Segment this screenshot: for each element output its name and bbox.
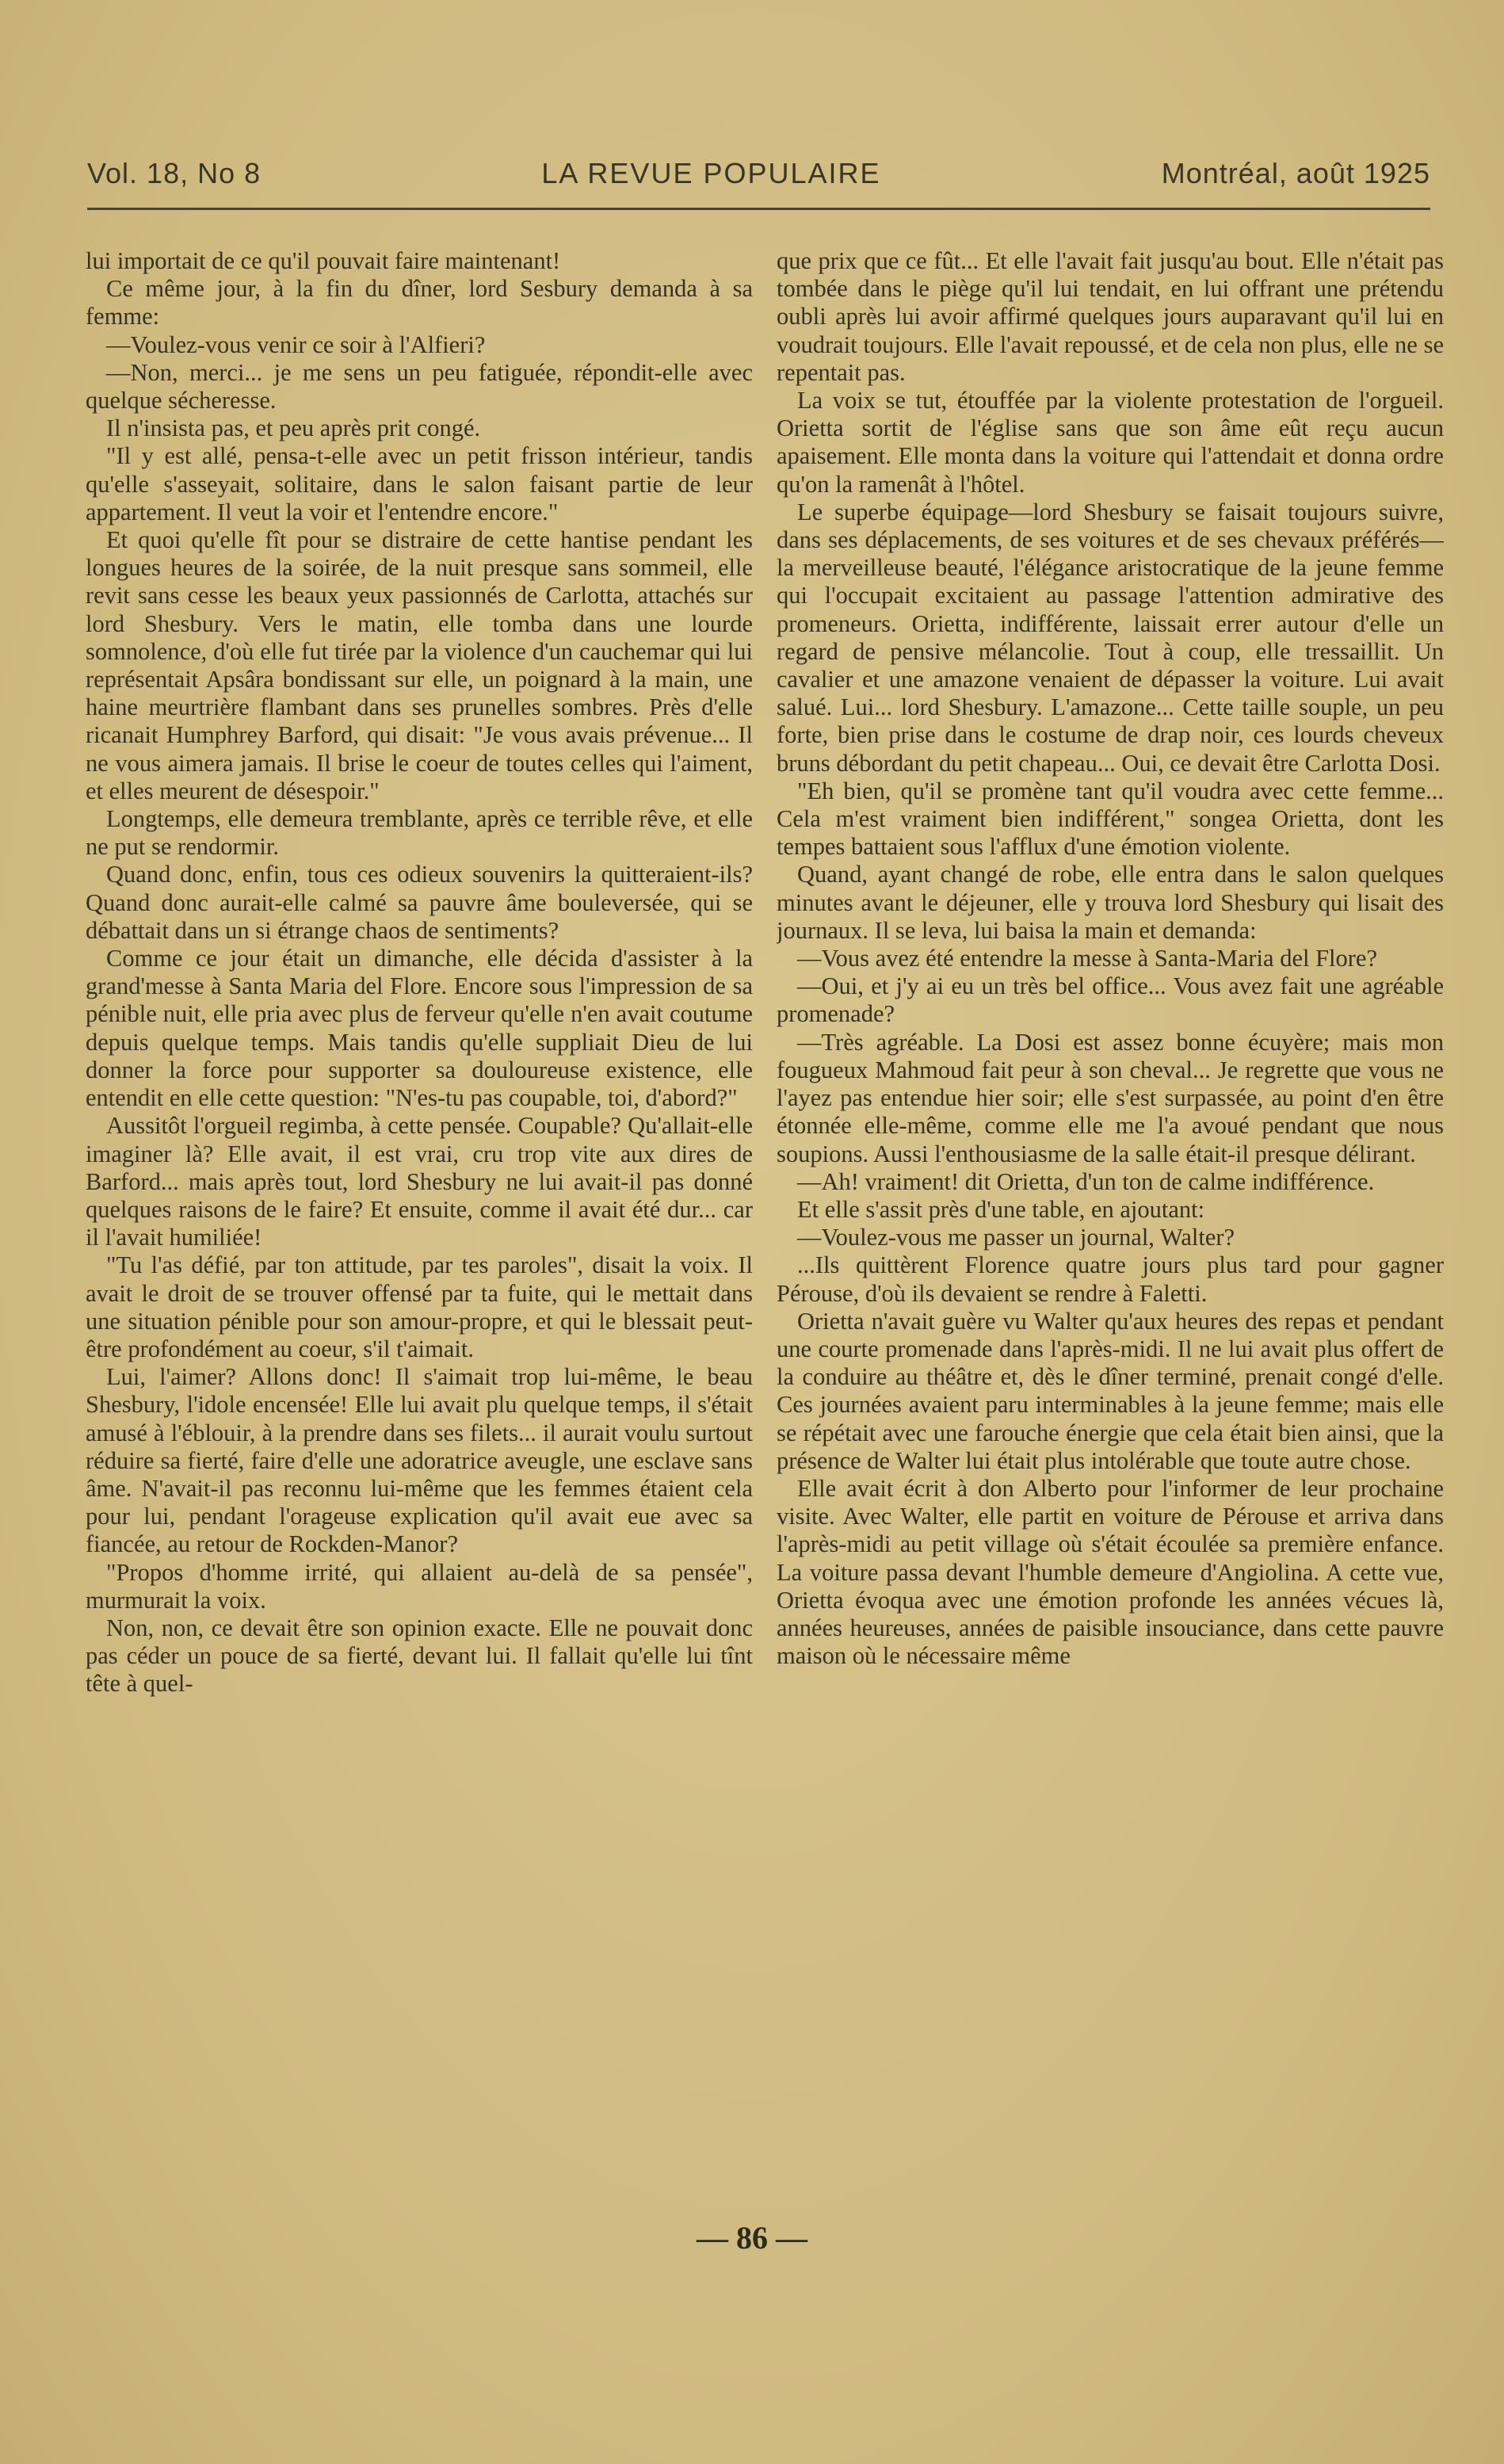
paragraph: Et quoi qu'elle fît pour se distraire de cette hantise pendant les longues heures de la soirée, de la nuit presque sans sommeil, elle revit sans cesse les beaux yeux passionnés de Carlotta, attachés sur lord Shesbury. Vers le matin, elle tomba dans une lourde somnolence, d'où elle fut tirée par la violence d'un cauchemar qui lui représentait Apsâra bondissant sur elle, un poignard à la main, une haine meurtrière flambant dans ses prunelles sombres. Près d'elle ricanait Humphrey Barford, qui disait: "Je vous avais prévenue... Il ne vous aimera jamais. Il brise le coeur de toutes celles qui l'aiment, et elles meurent de désespoir." bbox=[86, 526, 753, 804]
paragraph: —Vous avez été entendre la messe à Santa-Maria del Flore? bbox=[797, 945, 1377, 972]
paragraph: Ce même jour, à la fin du dîner, lord Sesbury demanda à sa femme: bbox=[86, 275, 753, 330]
paragraph: "Il y est allé, pensa-t-elle avec un petit frisson intérieur, tandis qu'elle s'asseyait, solitaire, dans le salon faisant partie de leur appartement. Il veut la voir et l'entendre encore." bbox=[86, 442, 753, 525]
paragraph: —Voulez-vous me passer un journal, Walter? bbox=[797, 1224, 1235, 1251]
issue-place-date: Montréal, août 1925 bbox=[1161, 157, 1430, 189]
paragraph: Longtemps, elle demeura tremblante, après ce terrible rêve, et elle ne put se rendormir. bbox=[86, 805, 753, 861]
paragraph: Orietta n'avait guère vu Walter qu'aux heures des repas et pendant une courte promenade dans l'après-midi. Il ne lui avait plus offert de la conduire au théâtre et, dès le dîner terminé, prenait congé d'elle. Ces journées avaient paru interminables à la jeune femme; mais elle se répétait avec une farouche énergie que cela était bien ainsi, que la présence de Walter lui était plus intolérable que toute autre chose. bbox=[777, 1307, 1444, 1474]
paragraph: —Ah! vraiment! dit Orietta, d'un ton de calme indifférence. bbox=[797, 1167, 1375, 1195]
paragraph: Quand, ayant changé de robe, elle entra dans le salon quelques minutes avant le déjeuner, elle y trouva lord Shesbury qui lisait des journaux. Il se leva, lui baisa la main et demanda: bbox=[777, 861, 1444, 944]
paragraph: ...Ils quittèrent Florence quatre jours plus tard pour gagner Pérouse, d'où ils devaient se rendre à Faletti. bbox=[777, 1251, 1444, 1307]
paragraph: Il n'insista pas, et peu après prit congé. bbox=[106, 414, 481, 442]
paragraph: Comme ce jour était un dimanche, elle décida d'assister à la grand'messe à Santa Maria del Flore. Encore sous l'impression de sa pénible nuit, elle pria avec plus de ferveur qu'elle n'en avait coutume depuis quelque temps. Mais tandis qu'elle suppliait Dieu de lui donner la force pour supporter sa douloureuse existence, elle entendit en elle cette question: "N'es-tu pas coupable, toi, d'abord?" bbox=[86, 945, 753, 1112]
paragraph: que prix que ce fût... Et elle l'avait fait jusqu'au bout. Elle n'était pas tombée dans le piège qu'il lui tendait, en lui offrant une prétendu oubli après lui avoir affirmé quelques jours auparavant qu'il lui en voudrait toujours. Elle l'avait repoussé, et de cela non plus, elle ne se repentait pas. bbox=[777, 247, 1444, 386]
paragraph: Et elle s'assit près d'une table, en ajoutant: bbox=[797, 1195, 1205, 1223]
paragraph: —Oui, et j'y ai eu un très bel office... Vous avez fait une agréable promenade? bbox=[777, 972, 1444, 1028]
header-rule bbox=[87, 208, 1430, 210]
paragraph: —Voulez-vous venir ce soir à l'Alfieri? bbox=[106, 330, 486, 358]
running-header bbox=[87, 157, 1430, 204]
magazine-title: LA REVUE POPULAIRE bbox=[541, 157, 881, 189]
paragraph: "Propos d'homme irrité, qui allaient au-delà de sa pensée", murmurait la voix. bbox=[86, 1558, 753, 1614]
paragraph: —Très agréable. La Dosi est assez bonne écuyère; mais mon fougueux Mahmoud fait peur à son cheval... Je regrette que vous ne l'ayez pas entendue hier soir; elle s'est surpassée, au point d'en être étonnée elle-même, comme elle me l'a avoué pendant que nous soupions. Aussi l'enthousiasme de la salle était-il presque délirant. bbox=[777, 1028, 1444, 1167]
paragraph: La voix se tut, étouffée par la violente protestation de l'orgueil. Orietta sortit de l'église sans que son âme eût reçu aucun apaisement. Elle monta dans la voiture qui l'attendait et donna ordre qu'on la ramenât à l'hôtel. bbox=[777, 387, 1444, 498]
paragraph: Aussitôt l'orgueil regimba, à cette pensée. Coupable? Qu'allait-elle imaginer là? Elle avait, il est vrai, cru trop vite aux dires de Barford... mais après tout, lord Shesbury ne lui avait-il pas donné quelques raisons de le faire? Et ensuite, comme il avait été dur... car il l'avait humiliée! bbox=[86, 1112, 753, 1251]
paragraph: "Eh bien, qu'il se promène tant qu'il voudra avec cette femme... Cela m'est vraiment bien indifférent," songea Orietta, dont les tempes battaient sous l'afflux d'une émotion violente. bbox=[777, 777, 1444, 861]
paragraph: lui importait de ce qu'il pouvait faire maintenant! bbox=[86, 247, 561, 274]
text-column-right bbox=[777, 247, 1444, 2202]
paragraph: —Non, merci... je me sens un peu fatiguée, répondit-elle avec quelque sécheresse. bbox=[86, 358, 753, 414]
paragraph: Elle avait écrit à don Alberto pour l'informer de leur prochaine visite. Avec Walter, elle partit en voiture de Pérouse et arriva dans l'après-midi au petit village où s'était écoulée sa première enfance. La voiture passa devant l'humble demeure d'Angiolina. A cette vue, Orietta évoqua avec une émotion profonde les années vécues là, années heureuses, années de paisible insouciance, dans cette pauvre maison où le nécessaire même bbox=[777, 1474, 1444, 1670]
paragraph: Quand donc, enfin, tous ces odieux souvenirs la quitteraient-ils? Quand donc aurait-elle calmé sa pauvre âme bouleversée, qui se débattait dans un si étrange chaos de sentiments? bbox=[86, 861, 753, 944]
text-column-left bbox=[86, 247, 753, 2202]
paragraph: "Tu l'as défié, par ton attitude, par tes paroles", disait la voix. Il avait le droit de se trouver offensé par ta fuite, qui le mettait dans une situation pénible pour son amour-propre, et qui le blessait peut-être profondément au coeur, s'il t'aimait. bbox=[86, 1251, 753, 1362]
volume-number: Vol. 18, No 8 bbox=[87, 157, 261, 189]
paragraph: Lui, l'aimer? Allons donc! Il s'aimait trop lui-même, le beau Shesbury, l'idole encensée! Elle lui avait plu quelque temps, il s'était amusé à l'éblouir, à la prendre dans ses filets... il aurait voulu surtout réduire sa fierté, faire d'elle une adoratrice aveugle, une esclave sans âme. N'avait-il pas reconnu lui-même que les femmes étaient cela pour lui, pendant l'orageuse explication qu'il avait eue avec sa fiancée, au retour de Rockden-Manor? bbox=[86, 1363, 753, 1558]
paragraph: Le superbe équipage—lord Shesbury se faisait toujours suivre, dans ses déplacements, de ses voitures et de ses chevaux préférés—la merveilleuse beauté, l'élégance aristocratique de la jeune femme qui l'occupait excitaient au passage l'attention admirative des promeneurs. Orietta, indifférente, laissait errer autour d'elle un regard de pensive mélancolie. Tout à coup, elle tressaillit. Un cavalier et une amazone venaient de dépasser la voiture. Lui avait salué. Lui... lord Shesbury. L'amazone... Cette taille souple, un peu forte, bien prise dans le costume de drap noir, ces lourds cheveux bruns débordant du petit chapeau... Oui, ce devait être Carlotta Dosi. bbox=[777, 498, 1444, 777]
paragraph: Non, non, ce devait être son opinion exacte. Elle ne pouvait donc pas céder un pouce de sa fierté, devant lui. Il fallait qu'elle lui tînt tête à quel- bbox=[86, 1614, 753, 1698]
page-number: — 86 — bbox=[697, 2220, 807, 2256]
